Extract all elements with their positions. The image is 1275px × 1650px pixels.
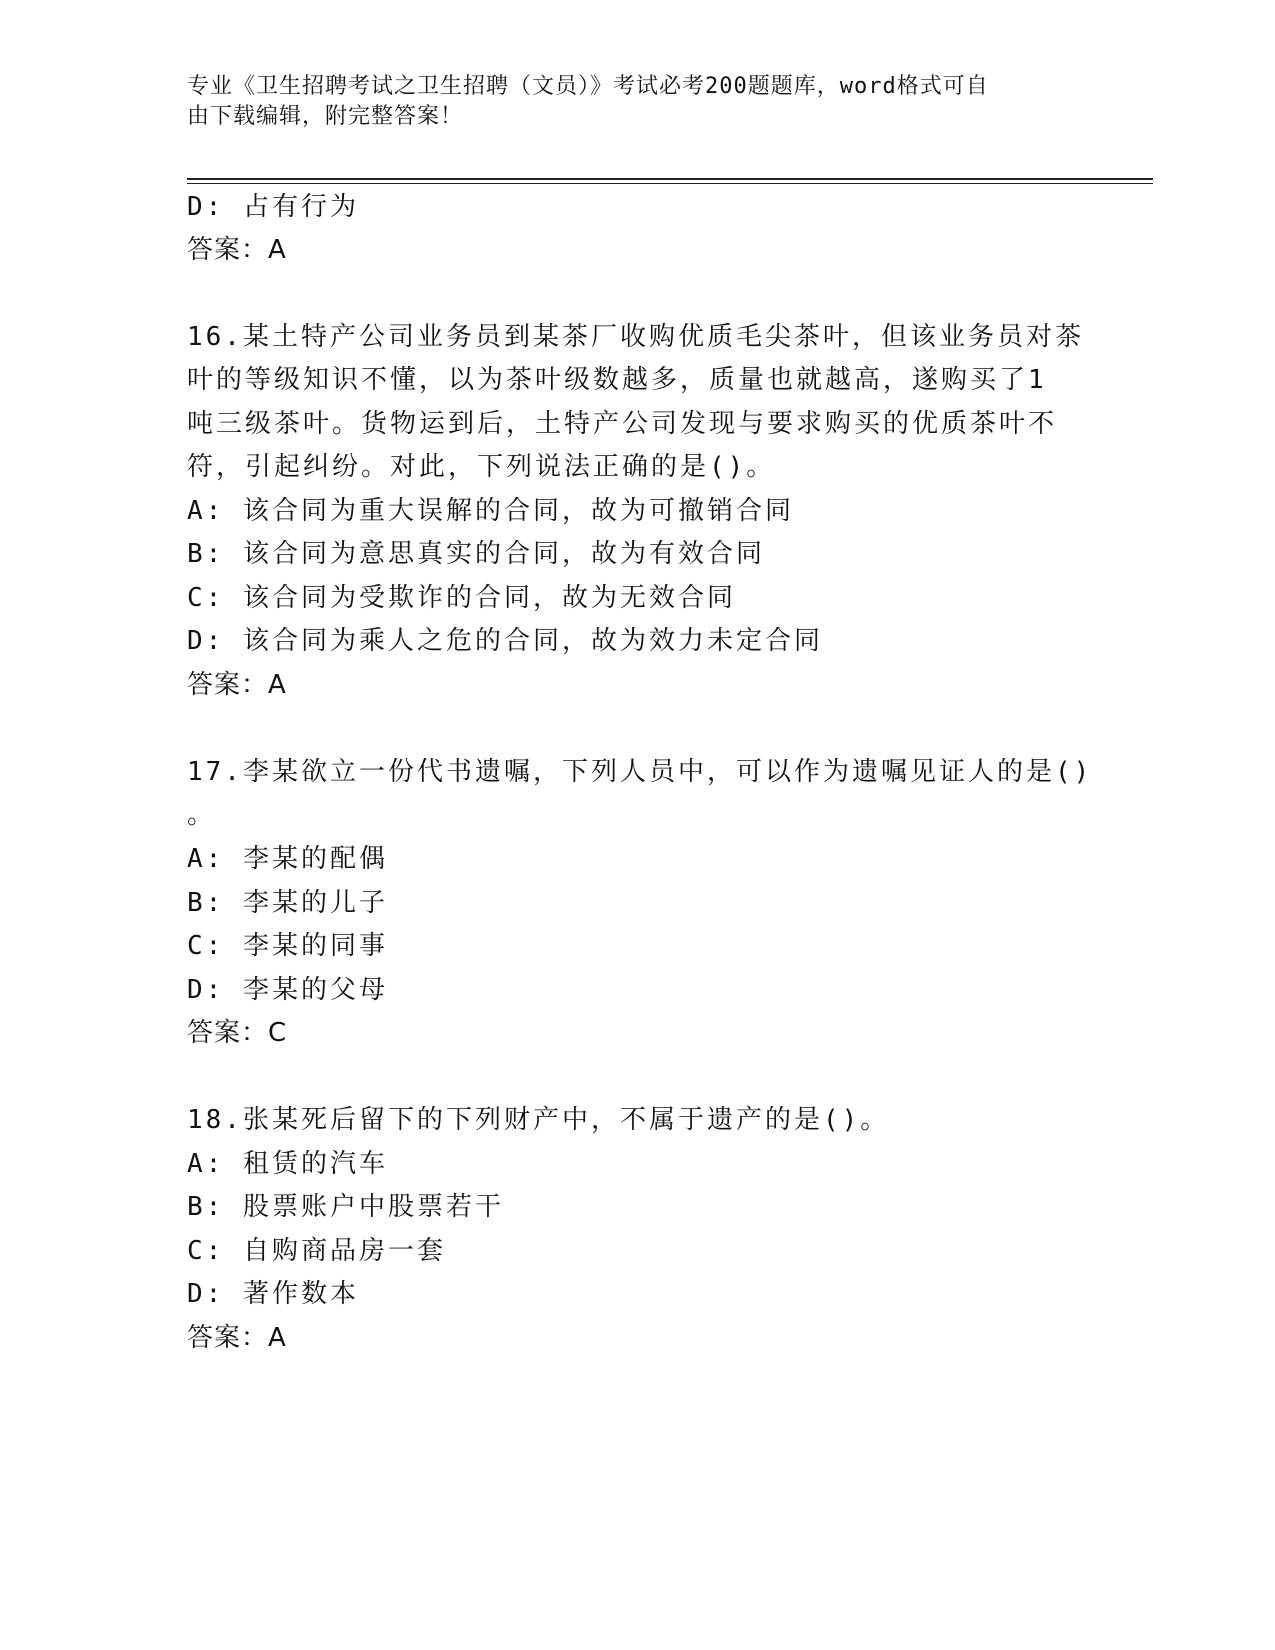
q17-option-d: D: 李某的父母 <box>187 975 388 1005</box>
q18-option-a: A: 租赁的汽车 <box>187 1149 388 1179</box>
q18-option-d: D: 著作数本 <box>187 1279 359 1309</box>
q16-option-c: C: 该合同为受欺诈的合同，故为无效合同 <box>187 583 736 613</box>
q16-option-d: D: 该合同为乘人之危的合同，故为效力未定合同 <box>187 626 823 656</box>
q16-option-b: B: 该合同为意思真实的合同，故为有效合同 <box>187 539 765 569</box>
document-header <box>187 72 1067 132</box>
q17-stem-line-2: 。 <box>187 800 217 830</box>
q16-stem-line-3: 吨三级茶叶。货物运到后，土特产公司发现与要求购买的优质茶叶不 <box>187 409 1058 439</box>
q17-answer: 答案：C <box>187 1018 288 1048</box>
q18-answer: 答案：A <box>187 1323 287 1353</box>
q16-stem-line-4: 符，引起纠纷。对此，下列说法正确的是()。 <box>187 452 776 482</box>
q17-option-b: B: 李某的儿子 <box>187 888 388 918</box>
q17-option-c: C: 李某的同事 <box>187 931 388 961</box>
header-rule-thick <box>187 178 1153 180</box>
q16-option-a: A: 该合同为重大误解的合同，故为可撤销合同 <box>187 496 794 526</box>
q16-stem-line-2: 叶的等级知识不懂，以为茶叶级数越多，质量也就越高，遂购买了1 <box>187 365 1047 395</box>
q18-stem-line-1: 18.张某死后留下的下列财产中，不属于遗产的是()。 <box>187 1105 890 1135</box>
q17-stem-line-1: 17.李某欲立一份代书遗嘱，下列人员中，可以作为遗嘱见证人的是() <box>187 757 1093 787</box>
header-rule-thin <box>187 183 1153 184</box>
q18-option-b: B: 股票账户中股票若干 <box>187 1192 504 1222</box>
q16-stem-line-1: 16.某土特产公司业务员到某茶厂收购优质毛尖茶叶，但该业务员对茶 <box>187 322 1084 352</box>
q16-answer: 答案：A <box>187 670 287 700</box>
header-line-1: 专业《卫生招聘考试之卫生招聘（文员）》考试必考200题题库，word格式可自 <box>187 74 989 99</box>
q15-answer: 答案：A <box>187 235 287 265</box>
q17-option-a: A: 李某的配偶 <box>187 844 388 874</box>
q18-option-c: C: 自购商品房一套 <box>187 1236 446 1266</box>
header-line-2: 由下载编辑，附完整答案！ <box>187 104 464 129</box>
q15-option-d: D: 占有行为 <box>187 192 359 222</box>
